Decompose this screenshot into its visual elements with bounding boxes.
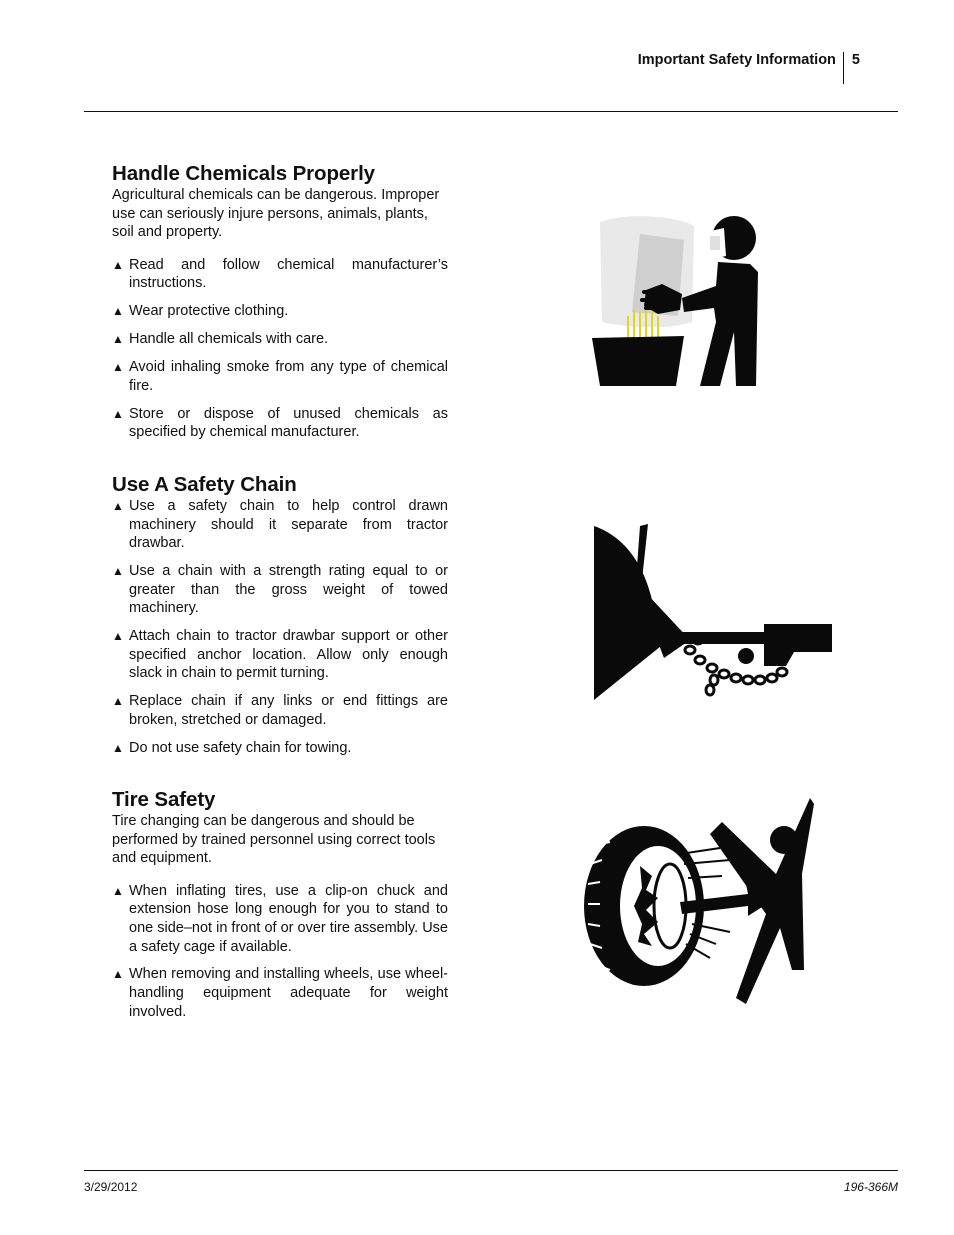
page-number: 5	[851, 52, 860, 68]
footer-date: 3/29/2012	[84, 1180, 138, 1194]
chemical-handling-illustration-icon	[588, 212, 764, 392]
list-item: ▲ Read and follow chemical manufacturer’s instructions.	[112, 256, 448, 292]
triangle-bullet-icon: ▲	[112, 304, 124, 319]
section-intro: Agricultural chemicals can be dangerous. Improper use can seriously injure persons, animals, plants, soil and property.	[112, 187, 440, 241]
section-title: Handle Chemicals Properly	[112, 162, 375, 185]
bullet-list	[112, 497, 448, 757]
list-item: ▲ Use a chain with a strength rating equal to or greater than the gross weight of towed machinery.	[112, 563, 448, 617]
section-title: Use A Safety Chain	[112, 473, 297, 496]
triangle-bullet-icon: ▲	[112, 967, 124, 982]
tire-explosion-illustration-icon	[580, 794, 816, 1006]
footer-rule	[84, 1170, 898, 1171]
list-item: ▲ When inflating tires, use a clip-on chuck and extension hose long enough for you to stand to one side–not in front of or over tire assembly. Use a safety cage if available.	[112, 882, 448, 955]
header-rule	[84, 111, 898, 112]
triangle-bullet-icon: ▲	[112, 406, 124, 421]
triangle-bullet-icon: ▲	[112, 694, 124, 709]
bullet-list	[112, 882, 448, 1021]
header-section-title: Important Safety Information	[637, 52, 836, 68]
header-divider	[843, 52, 844, 84]
triangle-bullet-icon: ▲	[112, 629, 124, 644]
list-item: ▲ When removing and installing wheels, use wheel-handling equipment adequate for weight involved.	[112, 966, 448, 1020]
bullet-list	[112, 256, 448, 442]
section-intro: Tire changing can be dangerous and should be performed by trained personnel using correct tools and equipment.	[112, 813, 436, 867]
list-item: ▲ Attach chain to tractor drawbar support or other specified anchor location. Allow only enough slack in chain to permit turning.	[112, 628, 448, 682]
list-item: ▲ Do not use safety chain for towing.	[112, 739, 352, 756]
list-item: ▲ Replace chain if any links or end fittings are broken, stretched or damaged.	[112, 693, 448, 728]
section-tire-safety	[112, 788, 448, 1031]
section-safety-chain	[112, 473, 448, 767]
list-item: ▲ Wear protective clothing.	[112, 303, 289, 320]
safety-chain-illustration-icon	[594, 520, 834, 704]
list-item: ▲ Handle all chemicals with care.	[112, 331, 329, 348]
triangle-bullet-icon: ▲	[112, 332, 124, 347]
list-item: ▲ Avoid inhaling smoke from any type of chemical fire.	[112, 359, 448, 394]
triangle-bullet-icon: ▲	[112, 740, 124, 755]
running-header	[638, 52, 860, 84]
triangle-bullet-icon: ▲	[112, 564, 124, 579]
list-item: ▲ Use a safety chain to help control drawn machinery should it separate from tractor drawbar.	[112, 498, 448, 552]
triangle-bullet-icon: ▲	[112, 883, 124, 898]
section-handle-chemicals	[112, 162, 448, 451]
triangle-bullet-icon: ▲	[112, 257, 124, 272]
triangle-bullet-icon: ▲	[112, 499, 124, 513]
triangle-bullet-icon: ▲	[112, 360, 124, 375]
section-title: Tire Safety	[112, 788, 216, 811]
footer-doc-number: 196-366M	[843, 1180, 898, 1194]
list-item: ▲ Store or dispose of unused chemicals as specified by chemical manufacturer.	[112, 405, 448, 441]
